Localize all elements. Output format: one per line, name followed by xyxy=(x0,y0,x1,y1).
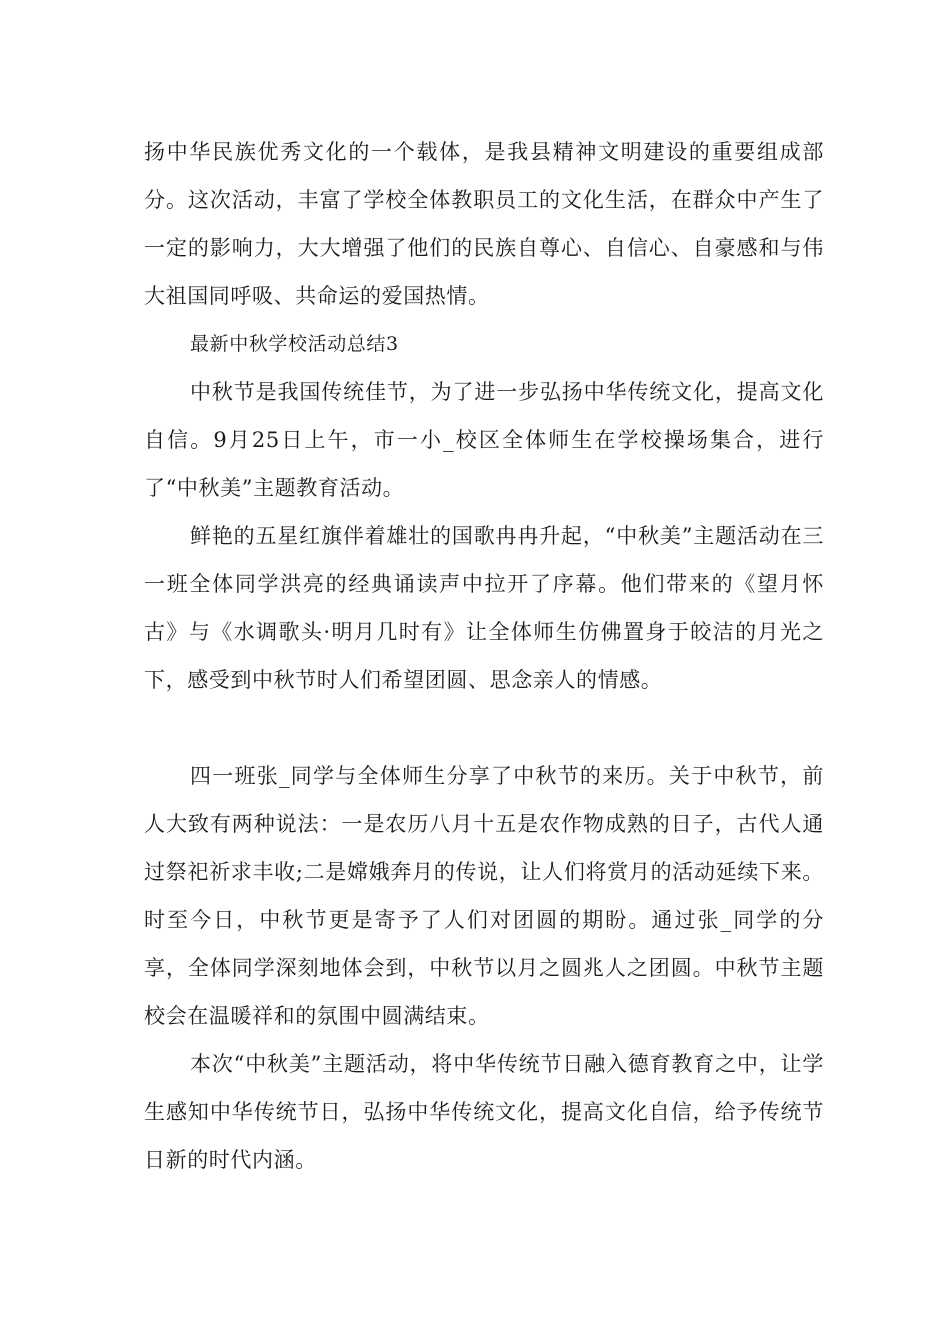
paragraph-festival-origin: 四一班张_同学与全体师生分享了中秋节的来历。关于中秋节，前人大致有两种说法：一是农历八月十五是农作物成熟的日子，古代人通过祭祀祈求丰收;二是嫦娥奔月的传说，让人们将赏月的活动延续下来。时至今日，中秋节更是寄予了人们对团圆的期盼。通过张_同学的分享，全体同学深刻地体会到，中秋节以月之圆兆人之团圆。中秋节主题校会在温暖祥和的氛围中圆满结束。 xyxy=(144,764,824,1028)
paragraph-gap xyxy=(144,704,824,752)
paragraph-conclusion: 本次“中秋美”主题活动，将中华传统节日融入德育教育之中，让学生感知中华传统节日，弘扬中华传统文化，提高文化自信，给予传统节日新的时代内涵。 xyxy=(144,1052,824,1172)
document-body xyxy=(144,128,824,1184)
paragraph-intro: 中秋节是我国传统佳节，为了进一步弘扬中华传统文化，提高文化自信。9月25日上午，市一小_校区全体师生在学校操场集合，进行了“中秋美”主题教育活动。 xyxy=(144,380,824,500)
paragraph-flag-ceremony: 鲜艳的五星红旗伴着雄壮的国歌冉冉升起，“中秋美”主题活动在三一班全体同学洪亮的经典诵读声中拉开了序幕。他们带来的《望月怀古》与《水调歌头·明月几时有》让全体师生仿佛置身于皎洁的月光之下，感受到中秋节时人们希望团圆、思念亲人的情感。 xyxy=(144,524,825,692)
section-heading: 最新中秋学校活动总结3 xyxy=(190,333,399,355)
paragraph-continuation: 扬中华民族优秀文化的一个载体，是我县精神文明建设的重要组成部分。这次活动，丰富了学校全体教职员工的文化生活，在群众中产生了一定的影响力，大大增强了他们的民族自尊心、自信心、自豪感和与伟大祖国同呼吸、共命运的爱国热情。 xyxy=(144,140,824,308)
